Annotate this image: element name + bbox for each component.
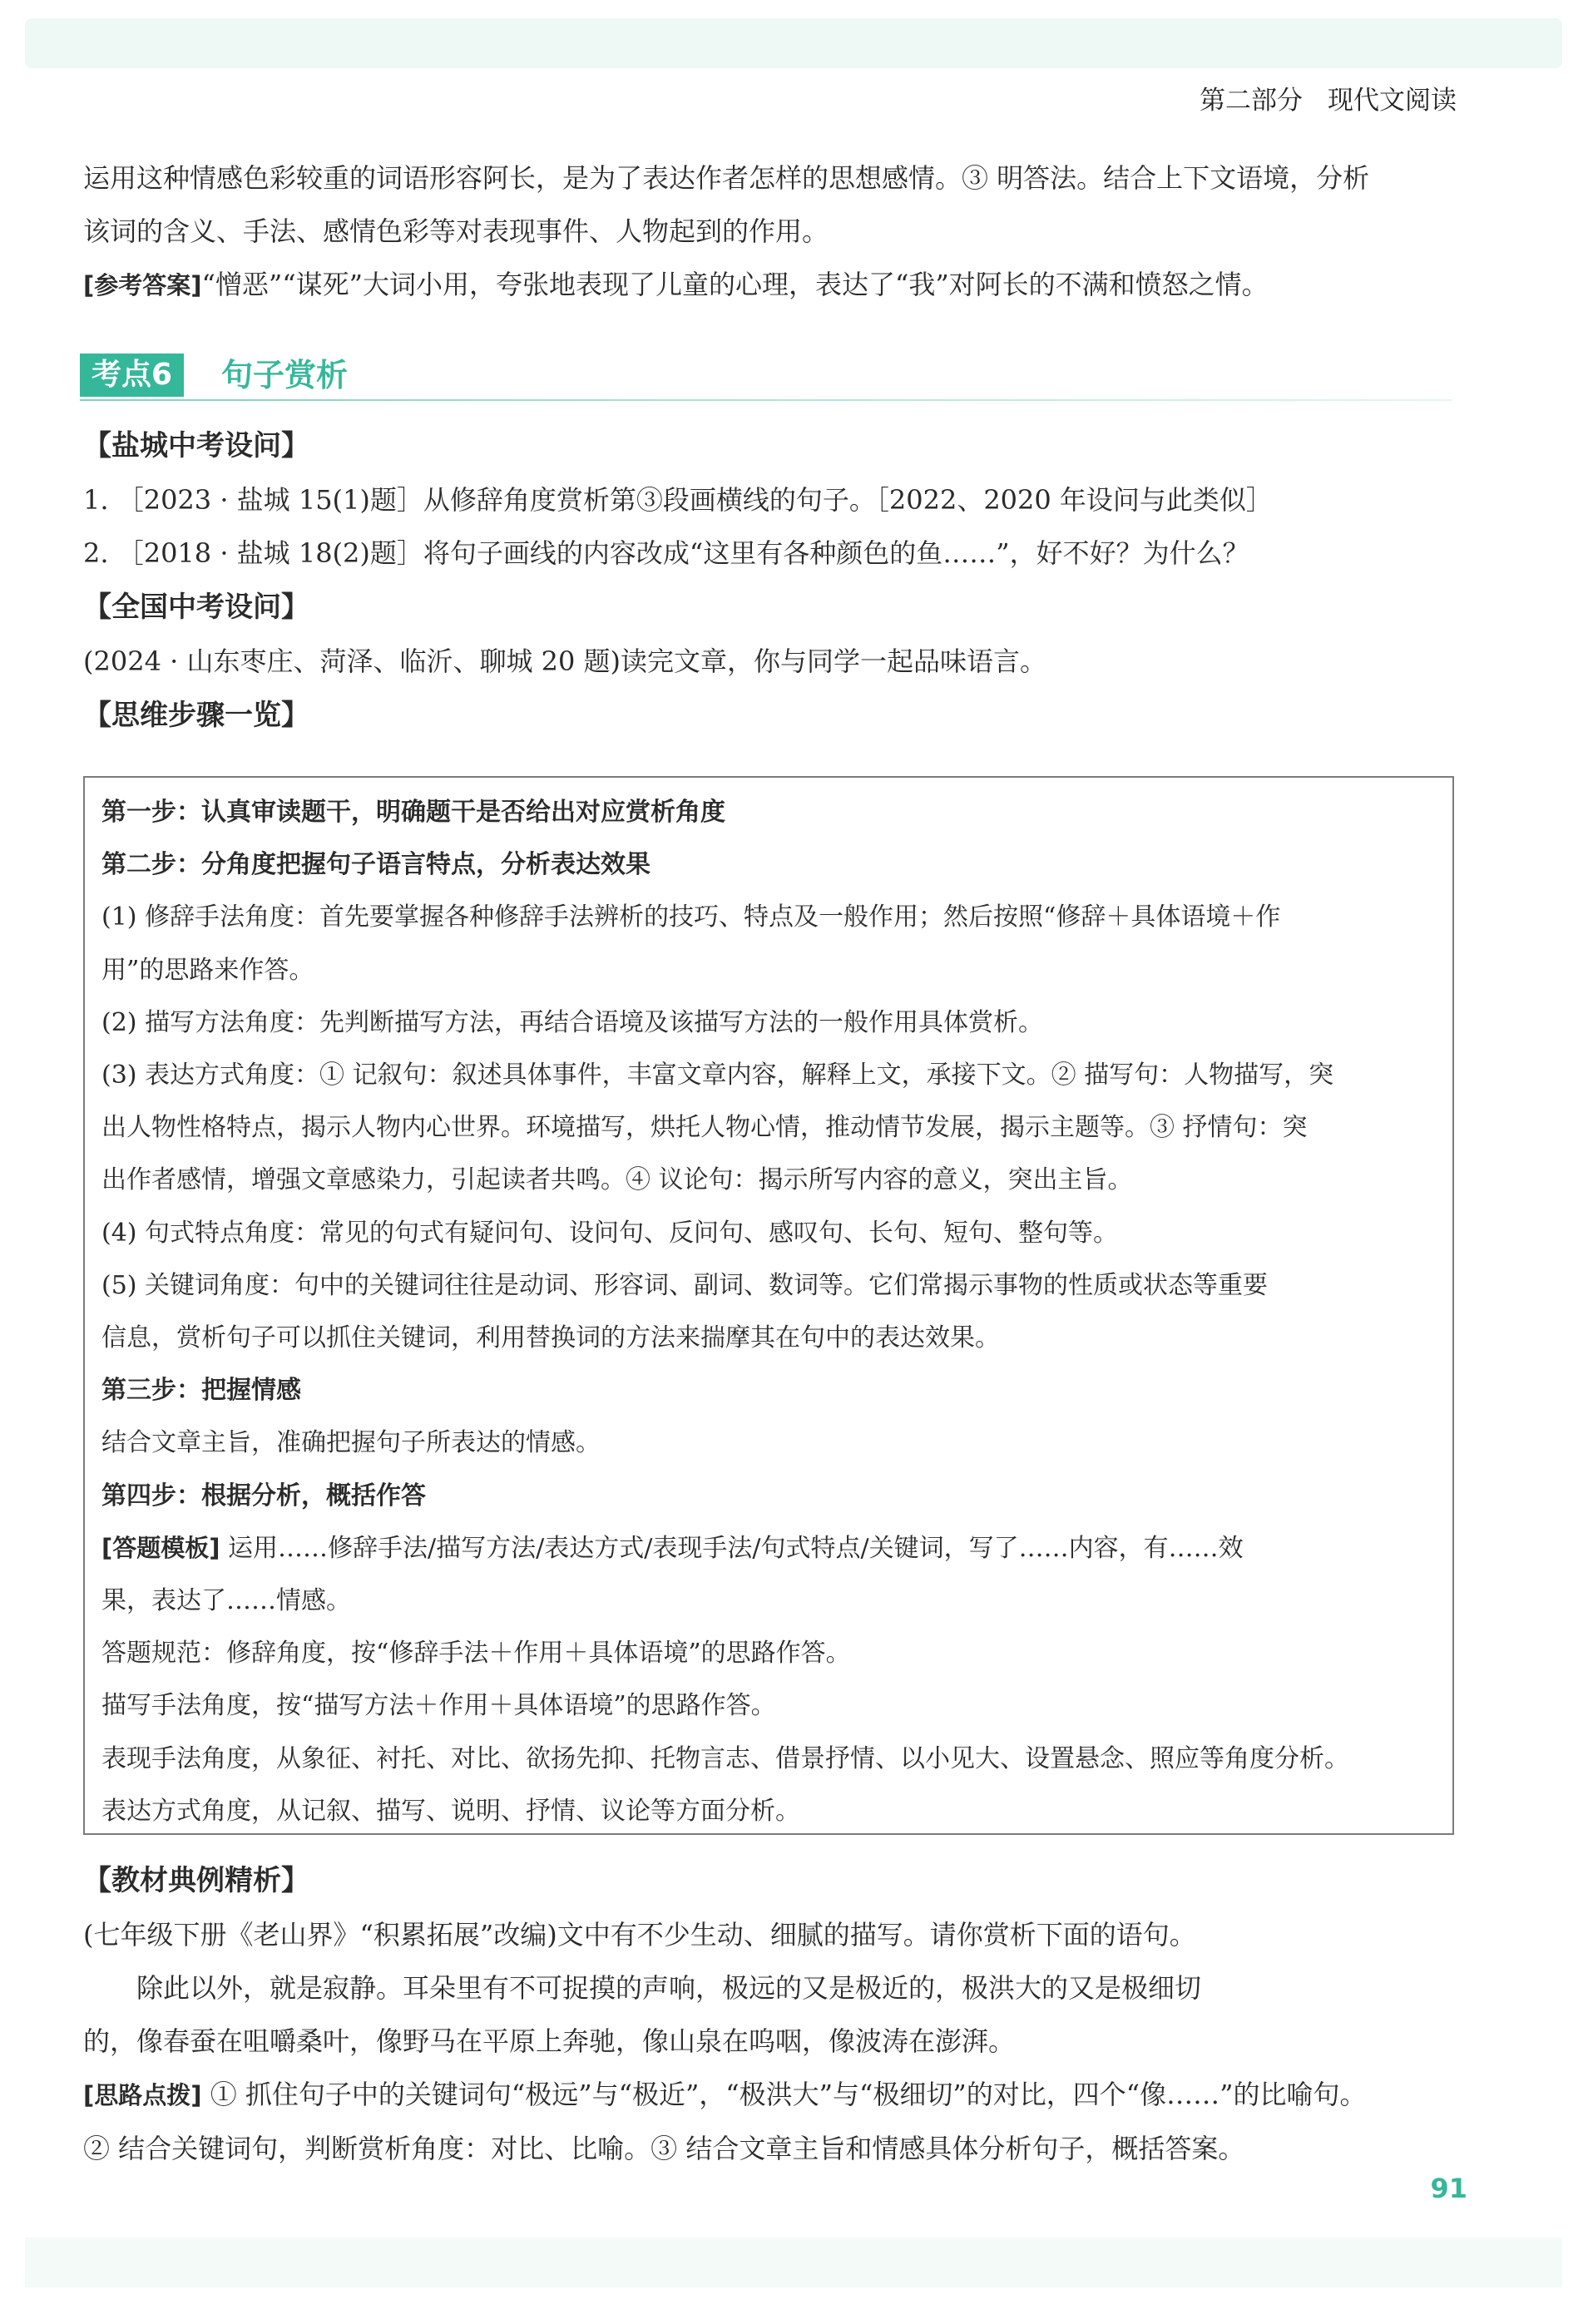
header-section: 现代文阅读	[1328, 86, 1457, 116]
national-heading: 【全国中考设问】	[83, 591, 309, 624]
answer-template	[101, 1522, 1452, 1575]
reference-answer-text: “憎恶”“谋死”大词小用，夸张地表现了儿童的心理，表达了“我”对阿长的不满和愤怒之情。	[201, 269, 1269, 300]
hint-text-2: ② 结合关键词句，判断赏析角度：对比、比喻。③ 结合文章主旨和情感具体分析句子，概括答案。	[83, 2133, 1245, 2164]
intro-line-1: 运用这种情感色彩较重的词语形容阿长，是为了表达作者怎样的思想感情。③ 明答法。结合上下文语境，分析	[83, 162, 1370, 194]
hint-text-1: ① 抓住句子中的关键词句“极远”与“极近”，“极洪大”与“极细切”的对比，四个“像……”的比喻句。	[201, 2079, 1367, 2110]
yancheng-heading: 【盐城中考设问】	[83, 429, 309, 462]
reference-answer	[83, 258, 1506, 312]
yancheng-block	[83, 418, 1506, 743]
page-number: 91	[1430, 2173, 1467, 2204]
example-source: (七年级下册《老山界》“积累拓展”改编)文中有不少生动、细腻的描写。请你赏析下面的语句。	[83, 1919, 1196, 1951]
steps-heading: 【思维步骤一览】	[83, 699, 309, 732]
answer-template-tag: [答题模板]	[101, 1533, 220, 1562]
answer-norm-2: 描写手法角度，按“描写方法＋作用＋具体语境”的思路作答。	[101, 1691, 776, 1721]
yancheng-question-1: 1. ［2023 · 盐城 15(1)题］从修辞角度赏析第③段画横线的句子。［2022、2020 年设问与此类似］	[83, 484, 1273, 516]
step-2: 第二步：分角度把握句子语言特点，分析表达效果	[101, 850, 651, 880]
example-quote-1: 除此以外，就是寂静。耳朵里有不可捉摸的声响，极远的又是极近的，极洪大的又是极细切	[136, 1972, 1202, 2004]
answer-template-text: 运用……修辞手法/描写方法/表达方式/表现手法/句式特点/关键词，写了……内容，有……效	[220, 1533, 1244, 1563]
step-3-text: 结合文章主旨，准确把握句子所表达的情感。	[101, 1428, 601, 1458]
answer-norm-4: 表达方式角度，从记叙、描写、说明、抒情、议论等方面分析。	[101, 1796, 800, 1826]
step-2-item-3b: 出人物性格特点，揭示人物内心世界。环境描写，烘托人物心情，推动情节发展，揭示主题等。③ 抒情句：突	[101, 1113, 1308, 1143]
step-2-item-4: (4) 句式特点角度：常见的句式有疑问句、设问句、反问句、感叹句、长句、短句、整句等。	[101, 1218, 1119, 1248]
reference-answer-tag: [参考答案]	[83, 271, 202, 299]
step-2-item-5b: 信息，赏析句子可以抓住关键词，利用替换词的方法来揣摩其在句中的表达效果。	[101, 1323, 1000, 1353]
step-2-item-3c: 出作者感情，增强文章感染力，引起读者共鸣。④ 议论句：揭示所写内容的意义，突出主旨。	[101, 1165, 1133, 1195]
step-3: 第三步：把握情感	[101, 1376, 301, 1406]
intro-line-2: 该词的含义、手法、感情色彩等对表现事件、人物起到的作用。	[83, 215, 829, 247]
section-badge: 考点6	[80, 354, 184, 397]
section-divider	[80, 399, 1452, 401]
step-2-item-5a: (5) 关键词角度：句中的关键词往往是动词、形容词、副词、数词等。它们常揭示事物的性质或状态等重要	[101, 1270, 1269, 1300]
header-part: 第二部分	[1200, 86, 1303, 116]
intro-block	[83, 151, 1506, 312]
yancheng-question-2: 2. ［2018 · 盐城 18(2)题］将句子画线的内容改成“这里有各种颜色的鱼……”，好不好？为什么？	[83, 537, 1249, 569]
national-question: (2024 · 山东枣庄、菏泽、临沂、聊城 20 题)读完文章，你与同学一起品味语言。	[83, 645, 1046, 677]
example-block	[83, 1853, 1506, 2175]
section-title	[80, 348, 1452, 404]
answer-norm-3: 表现手法角度，从象征、衬托、对比、欲扬先抑、托物言志、借景抒情、以小见大、设置悬念、照应等角度分析。	[101, 1743, 1349, 1773]
hint	[83, 2068, 1506, 2122]
step-2-item-1b: 用”的思路来作答。	[101, 955, 314, 985]
section-heading: 句子赏析	[221, 357, 349, 393]
step-4: 第四步：根据分析，概括作答	[101, 1481, 426, 1511]
answer-template-cont: 果，表达了……情感。	[101, 1586, 351, 1616]
answer-norm-1: 答题规范：修辞角度，按“修辞手法＋作用＋具体语境”的思路作答。	[101, 1639, 851, 1669]
thinking-steps-box	[83, 776, 1454, 1835]
example-heading: 【教材典例精析】	[83, 1864, 309, 1897]
top-decor-band	[25, 18, 1562, 68]
step-2-item-2: (2) 描写方法角度：先判断描写方法，再结合语境及该描写方法的一般作用具体赏析。	[101, 1007, 1044, 1037]
running-header	[1200, 79, 1457, 116]
example-quote-2: 的，像春蚕在咀嚼桑叶，像野马在平原上奔驰，像山泉在呜咽，像波涛在澎湃。	[83, 2025, 1016, 2057]
step-2-item-1a: (1) 修辞手法角度：首先要掌握各种修辞手法辨析的技巧、特点及一般作用；然后按照“修辞＋具体语境＋作	[101, 902, 1281, 932]
bottom-decor-band	[25, 2237, 1562, 2287]
step-1: 第一步：认真审读题干，明确题干是否给出对应赏析角度	[101, 798, 725, 827]
hint-tag: [思路点拨]	[83, 2081, 202, 2109]
step-2-item-3a: (3) 表达方式角度：① 记叙句：叙述具体事件，丰富文章内容，解释上文，承接下文。② 描写句：人物描写，突	[101, 1061, 1334, 1090]
